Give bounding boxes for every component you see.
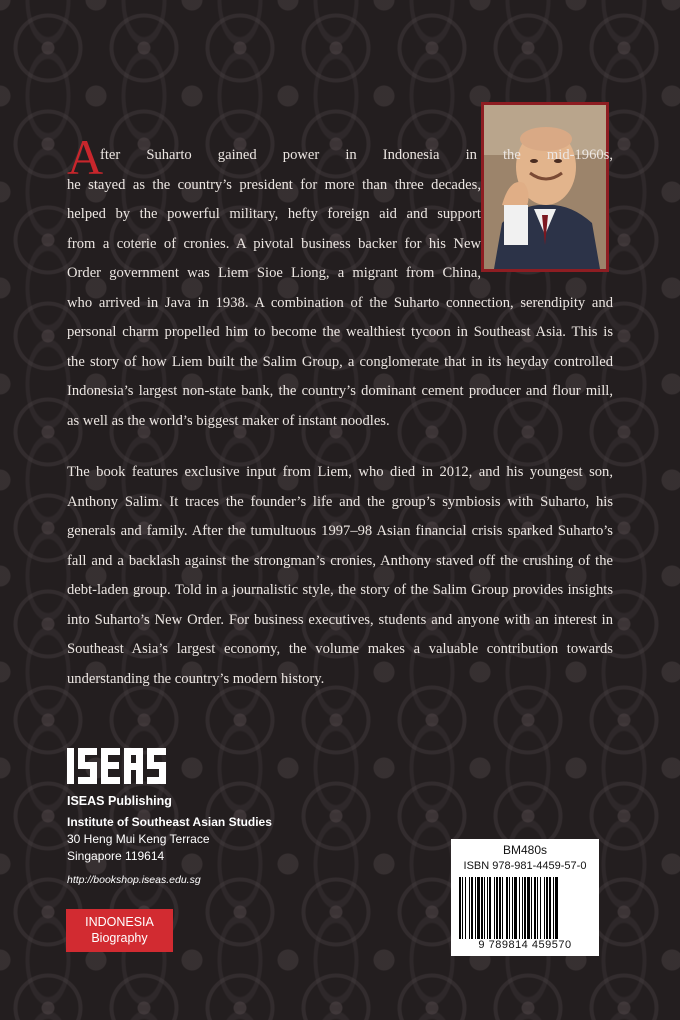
blurb-line: from a coterie of cronies. A pivotal business backer for his New	[67, 235, 481, 252]
barcode-bar	[553, 877, 554, 939]
barcode-bar	[462, 877, 463, 939]
barcode-bar	[522, 877, 523, 939]
barcode-bar	[489, 877, 491, 939]
blurb-line: the story of how Liem built the Salim Group, a conglomerate that in its heyday controlled	[67, 353, 613, 370]
barcode-bar	[509, 877, 510, 939]
barcode-bar	[475, 877, 476, 939]
blurb-paragraph-1	[67, 129, 613, 436]
barcode-bar	[459, 877, 461, 939]
blurb-line: he stayed as the country’s president for more than three decades,	[67, 176, 481, 193]
barcode-bar	[519, 877, 520, 939]
barcode-bar	[534, 877, 536, 939]
barcode-bar	[537, 877, 538, 939]
blurb-line: Indonesia’s largest non-state bank, the country’s dominant cement producer and flour mill,	[67, 383, 613, 399]
barcode-bar	[524, 877, 526, 939]
barcode-bar	[527, 877, 530, 939]
publisher-institute: Institute of Southeast Asian Studies	[67, 815, 272, 829]
barcode-bar	[544, 877, 545, 939]
blurb-line: Order government was Liem Sioe Liong, a migrant from China,	[67, 265, 481, 281]
barcode-bar	[514, 877, 517, 939]
category-line-2: Biography	[91, 931, 148, 945]
blurb-line: as well as the world’s biggest maker of instant noodles.	[67, 412, 390, 429]
barcode-bar	[546, 877, 548, 939]
barcode-bar	[549, 877, 551, 939]
barcode-bar	[506, 877, 508, 939]
drop-cap: A	[67, 129, 104, 185]
barcode-bar	[477, 877, 480, 939]
barcode-bar	[465, 877, 466, 939]
barcode-digits: 9 789814 459570	[478, 939, 572, 951]
barcode-bar	[484, 877, 485, 939]
barcode-panel	[451, 839, 599, 956]
category-line-1: INDONESIA	[85, 915, 154, 929]
barcode-bar	[499, 877, 501, 939]
blurb-line: personal charm propelled him to become the wealthiest tycoon in Southeast Asia. This is	[67, 324, 613, 340]
barcode-bars	[459, 877, 591, 939]
barcode-bar	[471, 877, 473, 939]
publisher-name: ISEAS Publishing	[67, 794, 172, 808]
iseas-logo-icon	[67, 748, 173, 784]
barcode-bar	[555, 877, 558, 939]
barcode-bar	[469, 877, 470, 939]
barcode-bar	[531, 877, 532, 939]
category-label	[66, 909, 173, 952]
blurb-paragraph-2: The book features exclusive input from Liem, who died in 2012, and his youngest son, Anthony Salim. It traces the founder’s life and the group’s symbiosis with Suharto, his generals and family. After the tumultuous 1997–98 Asian financial crisis sparked Suharto’s fall and a backlash against the strongman’s cronies, Anthony staved off the crushing of the debt-laden group. Told in a journalistic style, the story of the Salim Group provides insights into Suharto’s New Order. For business executives, students and anyone with an interest in Southeast Asia’s largest economy, the volume makes a valuable contribution towards understanding the country’s modern history.	[67, 464, 613, 687]
barcode-bar	[481, 877, 483, 939]
isbn-text: ISBN 978-981-4459-57-0	[463, 860, 587, 872]
barcode-bar	[502, 877, 503, 939]
barcode-bar	[494, 877, 495, 939]
barcode-bar	[496, 877, 498, 939]
publisher-url: http://bookshop.iseas.edu.sg	[67, 874, 201, 886]
publisher-address-line-2: Singapore 119614	[67, 849, 165, 863]
publisher-block	[67, 748, 272, 887]
blurb-line: fter Suharto gained power in Indonesia in the mid-1960s,	[100, 147, 613, 163]
barcode-bar	[512, 877, 513, 939]
blurb-line: helped by the powerful military, hefty foreign aid and support	[67, 206, 481, 222]
price-code: BM480s	[502, 843, 548, 857]
blurb-line: who arrived in Java in 1938. A combination of the Suharto connection, serendipity and	[67, 294, 613, 311]
publisher-address-line-1: 30 Heng Mui Keng Terrace	[67, 832, 210, 846]
barcode-bar	[487, 877, 488, 939]
barcode-bar	[540, 877, 541, 939]
